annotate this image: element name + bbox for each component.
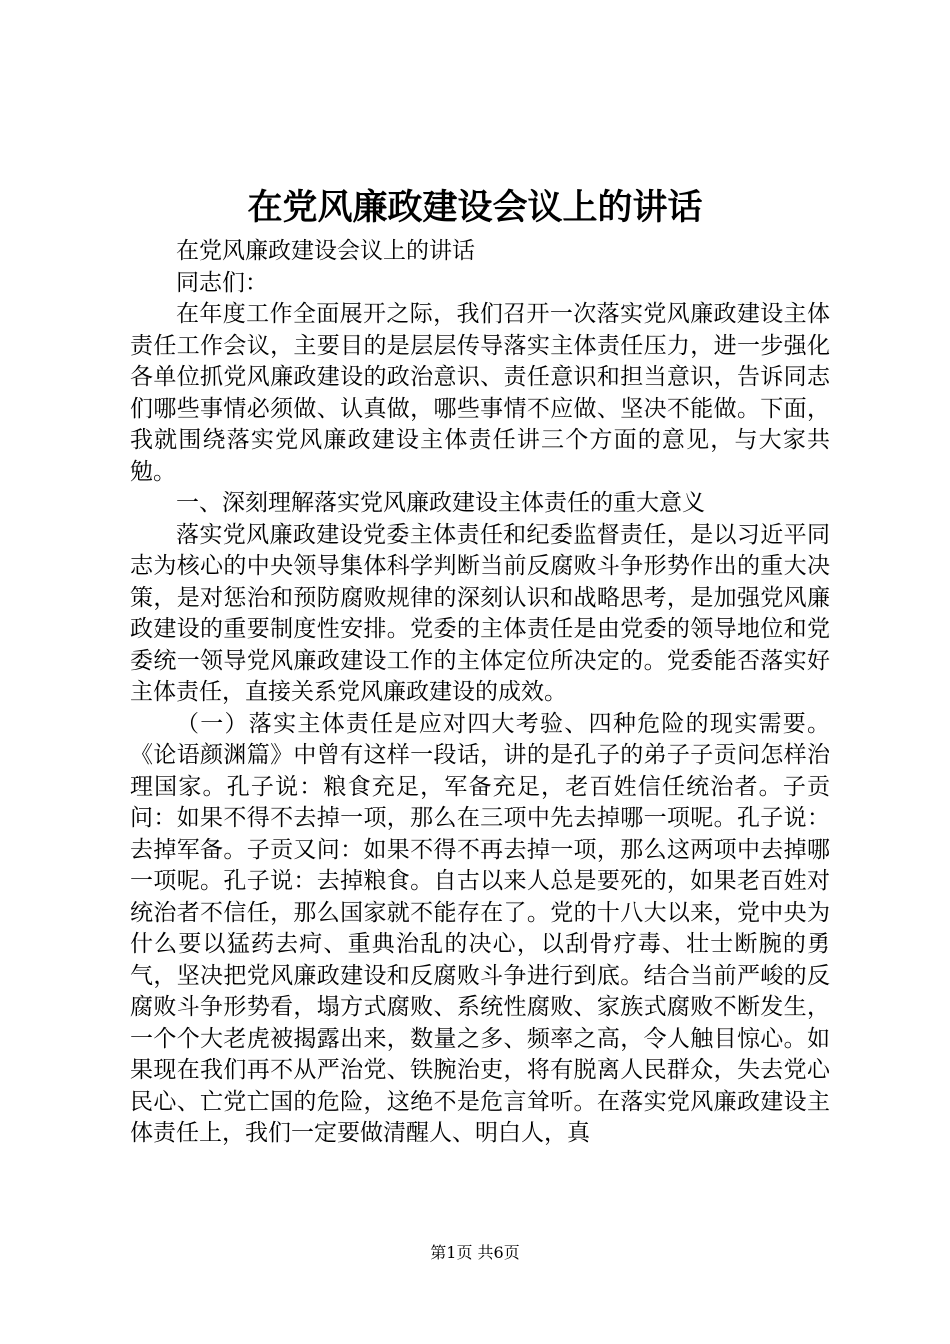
document-body — [130, 236, 830, 1150]
document-title: 在党风廉政建设会议上的讲话 — [247, 187, 703, 228]
paragraph-intro: 在年度工作全面展开之际，我们召开一次落实党风廉政建设主体责任工作会议，主要目的是层层传导落实主体责任压力，进一步强化各单位抓党风廉政建设的政治意识、责任意识和担当意识，告诉同志们哪些事情必须做、认真做，哪些事情不应做、坚决不能做。下面，我就围绕落实党风廉政建设主体责任讲三个方面的意见，与大家共勉。 — [130, 301, 830, 485]
paragraph-significance: 落实党风廉政建设党委主体责任和纪委监督责任，是以习近平同志为核心的中央领导集体科学判断当前反腐败斗争形势作出的重大决策，是对惩治和预防腐败规律的深刻认识和战略思考，是加强党风廉政建设的重要制度性安排。党委的主体责任是由党委的领导地位和党委统一领导党风廉政建设工作的主体定位所决定的。党委能否落实好主体责任，直接关系党风廉政建设的成效。 — [130, 521, 830, 705]
paragraph-subsection-1: （一）落实主体责任是应对四大考验、四种危险的现实需要。《论语颜渊篇》中曾有这样一段话，讲的是孔子的弟子子贡问怎样治理国家。孔子说：粮食充足，军备充足，老百姓信任统治者。子贡问：如果不得不去掉一项，那么在三项中先去掉哪一项呢。孔子说：去掉军备。子贡又问：如果不得不再去掉一项，那么这两项中去掉哪一项呢。孔子说：去掉粮食。自古以来人总是要死的，如果老百姓对统治者不信任，那么国家就不能存在了。党的十八大以来，党中央为什么要以猛药去疴、重典治乱的决心，以刮骨疗毒、壮士断腕的勇气，坚决把党风廉政建设和反腐败斗争进行到底。结合当前严峻的反腐败斗争形势看，塌方式腐败、系统性腐败、家族式腐败不断发生，一个个大老虎被揭露出来，数量之多、频率之高，令人触目惊心。如果现在我们再不从严治党、铁腕治吏，将有脱离人民群众，失去党心民心、亡党亡国的危险，这绝不是危言耸听。在落实党风廉政建设主体责任上，我们一定要做清醒人、明白人，真 — [130, 710, 830, 1146]
page-footer: 第1页 共6页 — [430, 1243, 520, 1262]
section-heading-1: 一、深刻理解落实党风廉政建设主体责任的重大意义 — [176, 490, 705, 516]
paragraph-subtitle: 在党风廉政建设会议上的讲话 — [176, 238, 475, 264]
paragraph-salutation: 同志们： — [176, 269, 268, 296]
